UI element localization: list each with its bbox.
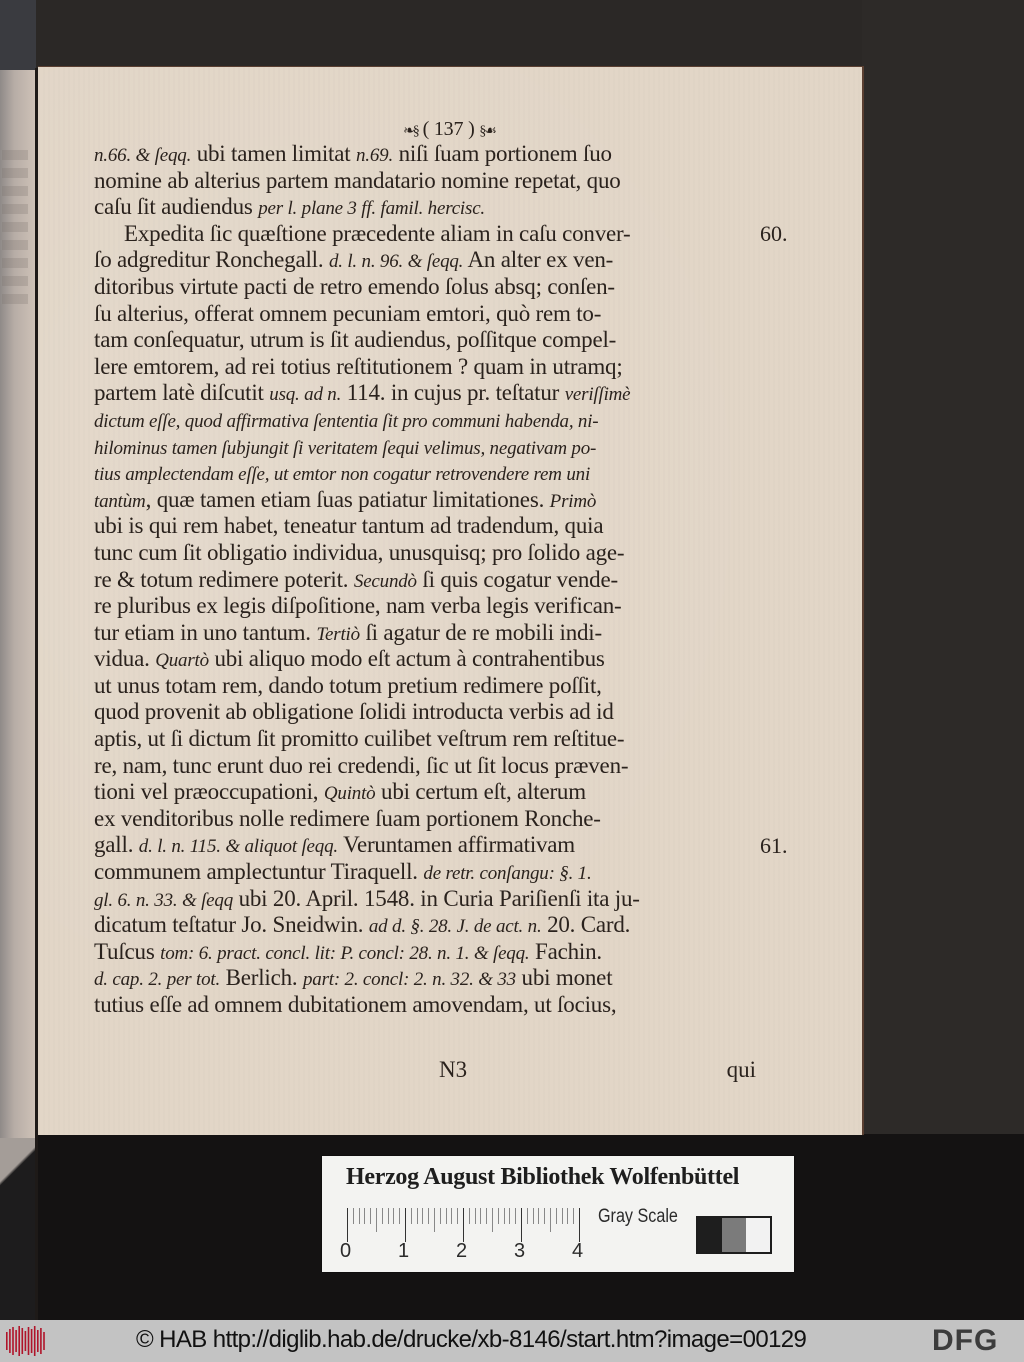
ruler-number: 2 — [456, 1240, 468, 1262]
ruler-tick — [544, 1208, 545, 1224]
text-line — [94, 620, 764, 647]
body-text — [94, 141, 764, 1019]
catchword: qui — [726, 1057, 756, 1082]
text-run: vidua. — [94, 646, 156, 672]
book-page — [38, 66, 864, 1135]
text-line — [94, 779, 764, 806]
ruler-tick — [509, 1208, 510, 1224]
text-run: Veruntamen affirmativam — [337, 832, 576, 858]
italic-citation: d. cap. 2. per tot. — [94, 969, 221, 991]
text-run: tam conſequatur, utrum is ſit audiendus, poſſitque compel- — [94, 327, 617, 353]
ruler-tick — [422, 1208, 423, 1224]
text-run: caſu ſit audiendus — [94, 194, 259, 220]
text-run: dicatum teſtatur Jo. Sneidwin. — [94, 912, 369, 938]
ruler-tick — [440, 1208, 441, 1224]
previous-page-top-shadow — [0, 0, 36, 70]
text-run: ubi is qui rem habet, teneatur tantum ad tradendum, quia — [94, 513, 604, 539]
text-run: re & totum redimere poterit. — [94, 566, 354, 592]
ruler-tick — [556, 1208, 557, 1224]
text-line — [94, 726, 764, 753]
margin-note-number: 60. — [760, 220, 788, 246]
text-line — [94, 141, 764, 168]
text-run: tur etiam in uno tantum. — [94, 619, 317, 645]
ruler-tick — [486, 1208, 487, 1224]
ruler-tick — [399, 1208, 400, 1224]
italic-citation: per l. plane 3 ff. famil. hercisc. — [258, 198, 485, 220]
ruler-tick — [446, 1208, 447, 1224]
text-run: Tuſcus — [94, 938, 161, 964]
italic-citation: Quartò — [155, 650, 209, 672]
text-line — [94, 912, 764, 939]
text-run: tunc cum ſit obligatio individua, unusquisq; pro ſolido age- — [94, 539, 625, 565]
institution-name: Herzog August Bibliothek Wolfenbüttel — [346, 1164, 740, 1190]
italic-citation: d. l. n. 96. & ſeqq. — [328, 251, 464, 273]
text-line — [94, 354, 764, 381]
previous-page-bottom-shadow — [0, 1138, 36, 1320]
text-run: niſi ſuam portionem ſuo — [393, 141, 612, 166]
italic-citation: dictum eſſe, quod affirmativa ſententia ſit pro communi habenda, ni- — [94, 410, 599, 432]
text-run: aptis, ut ſi dictum ſit promitto cuilibet veſtrum rem reſtitue- — [94, 726, 625, 752]
ruler-tick — [515, 1208, 516, 1224]
ruler-tick — [538, 1208, 539, 1224]
italic-citation: de retr. conſangu: §. 1. — [423, 863, 592, 885]
ruler-tick — [579, 1208, 580, 1242]
ruler-tick — [463, 1208, 464, 1242]
italic-citation: ad d. §. 28. J. de act. n. — [368, 916, 542, 938]
text-run: ditoribus virtute pacti de retro emendo ſolus absq; conſen- — [94, 273, 615, 299]
ruler-tick — [562, 1208, 563, 1224]
ruler-number: 4 — [572, 1240, 584, 1262]
ruler-tick — [417, 1208, 418, 1224]
ruler-tick — [480, 1208, 481, 1224]
italic-citation: n.69. — [356, 145, 394, 166]
gray-swatch — [746, 1218, 770, 1252]
text-line — [94, 434, 764, 461]
text-run: ubi 20. April. 1548. in Curia Pariſienſi ita ju- — [233, 885, 640, 911]
text-run: ubi certum eſt, alterum — [375, 779, 586, 805]
text-run: ſo adgreditur Ronchegall. — [94, 247, 329, 273]
ruler-number: 3 — [514, 1240, 526, 1262]
text-line — [94, 327, 764, 354]
text-line — [94, 513, 764, 540]
ruler-tick — [428, 1208, 429, 1224]
ornament-right-icon: §☙ — [479, 124, 495, 139]
ruler-tick — [382, 1208, 383, 1224]
ruler-tick — [527, 1208, 528, 1224]
text-line — [94, 593, 764, 620]
ruler-tick — [492, 1208, 493, 1232]
ruler-number: 1 — [398, 1240, 410, 1262]
text-run: tioni vel præoccupationi, — [94, 779, 324, 805]
text-line — [94, 646, 764, 673]
page-text-block — [94, 117, 764, 1019]
text-line — [94, 939, 764, 966]
ruler-tick — [451, 1208, 452, 1224]
italic-citation: Primò — [549, 490, 597, 512]
text-run: 20. Card. — [541, 912, 631, 938]
text-line — [94, 487, 764, 514]
text-run: ſu alterius, offerat omnem pecuniam emtori, quò rem to- — [94, 300, 602, 326]
ruler-tick — [370, 1208, 371, 1224]
text-run: re pluribus ex legis diſpoſitione, nam verba legis verifican- — [94, 593, 622, 619]
text-line — [94, 460, 764, 487]
text-run: nomine ab alterius partem mandatario nomine repetat, quo — [94, 167, 621, 193]
ruler-tick — [550, 1208, 551, 1232]
ruler-tick — [475, 1208, 476, 1224]
text-line — [94, 301, 764, 328]
ruler-tick — [533, 1208, 534, 1224]
italic-citation: veriſſimè — [564, 384, 631, 406]
text-run: communem amplectuntur Tiraquell. — [94, 859, 424, 885]
ruler-tick — [364, 1208, 365, 1224]
gray-swatch — [698, 1218, 722, 1252]
ruler-number: 0 — [340, 1240, 352, 1262]
color-calibration-card — [322, 1156, 794, 1272]
ruler-tick — [411, 1208, 412, 1224]
text-line — [94, 859, 764, 886]
text-line — [94, 806, 764, 833]
italic-citation: hilominus tamen ſubjungit ſi veritatem ſequi velimus, negativam po- — [94, 437, 597, 459]
gray-swatch — [722, 1218, 746, 1252]
italic-citation: n.66. & ſeqq. — [94, 145, 192, 166]
scale-ruler — [347, 1208, 583, 1244]
text-run: ex venditoribus nolle redimere ſuam portionem Ronche- — [94, 805, 601, 831]
ruler-tick — [498, 1208, 499, 1224]
text-line — [94, 274, 764, 301]
ruler-tick — [405, 1208, 406, 1242]
italic-citation: tius amplectendam eſſe, ut emtor non cogatur retrovendere rem uni — [94, 464, 591, 486]
text-run: lere emtorem, ad rei totius reſtitutionem ? quam in utramq; — [94, 353, 623, 379]
ruler-tick — [434, 1208, 435, 1232]
gray-scale-label: Gray Scale — [598, 1206, 678, 1227]
text-line — [94, 832, 764, 859]
ruler-tick — [457, 1208, 458, 1224]
italic-citation: d. l. n. 115. & aliquot ſeqq. — [138, 836, 338, 858]
text-line — [94, 753, 764, 780]
italic-citation: Quintò — [323, 783, 376, 805]
text-line — [94, 540, 764, 567]
text-line — [94, 992, 764, 1019]
text-line — [94, 699, 764, 726]
text-line — [94, 380, 764, 407]
text-line — [94, 221, 764, 248]
text-run: Berlich. — [220, 965, 303, 991]
hab-logo-icon — [4, 1326, 48, 1356]
text-line — [94, 886, 764, 913]
ruler-tick — [521, 1208, 522, 1242]
ruler-tick — [469, 1208, 470, 1224]
text-run: , quæ tamen etiam ſuas patiatur limitationes. — [145, 486, 550, 512]
text-run: ubi monet — [516, 965, 613, 991]
text-line — [94, 247, 764, 274]
ruler-tick — [504, 1208, 505, 1224]
copyright-permalink[interactable]: © HAB http://diglib.hab.de/drucke/xb-8146/start.htm?image=00129 — [136, 1326, 807, 1353]
italic-citation: tantùm — [94, 490, 146, 512]
previous-page-edge — [0, 0, 36, 1320]
text-run: partem latè diſcutit — [94, 380, 270, 406]
text-run: ſi agatur de re mobili indi- — [359, 619, 602, 645]
text-line — [94, 673, 764, 700]
text-line — [94, 168, 764, 195]
italic-citation: gl. 6. n. 33. & ſeqq — [94, 889, 234, 911]
italic-citation: Tertiò — [316, 623, 360, 645]
text-run: gall. — [94, 832, 139, 858]
ruler-tick — [573, 1208, 574, 1224]
italic-citation: Secundò — [353, 570, 417, 592]
text-run: An alter ex ven- — [463, 247, 614, 273]
text-line — [94, 194, 764, 221]
ruler-tick — [359, 1208, 360, 1224]
ruler-numbers — [340, 1240, 600, 1264]
margin-note-number: 61. — [760, 832, 788, 858]
text-run: Fachin. — [529, 938, 602, 964]
ruler-tick — [388, 1208, 389, 1224]
scan-backdrop-right — [862, 0, 1024, 1320]
italic-citation: usq. ad n. — [269, 384, 342, 406]
text-run: ubi aliquo modo eſt actum à contrahentibus — [208, 646, 605, 672]
italic-citation: tom: 6. pract. concl. lit: P. concl: 28. n. 1. & ſeqq. — [160, 942, 530, 964]
text-run: ubi tamen limitat — [191, 141, 356, 166]
text-run: 114. in cujus pr. teſtatur — [341, 380, 565, 406]
previous-page-bleed-text — [2, 150, 28, 310]
running-head — [134, 117, 764, 141]
dfg-logo: DFG — [932, 1324, 999, 1357]
page-number: ( 137 ) — [422, 118, 475, 140]
text-run: ut unus totam rem, dando totum pretium redimere poſſit, — [94, 672, 602, 698]
signature-mark: N3 — [439, 1057, 468, 1082]
ruler-tick — [353, 1208, 354, 1224]
gray-scale-swatches — [696, 1216, 772, 1254]
text-line — [94, 407, 764, 434]
italic-citation: part: 2. concl: 2. n. 32. & 33 — [302, 969, 516, 991]
viewer-footer — [0, 1320, 1024, 1362]
text-run: quod provenit ab obligatione ſolidi introducta verbis ad id — [94, 699, 614, 725]
text-run: re, nam, tunc erunt duo rei credendi, ſic ut ſit locus præven- — [94, 752, 629, 778]
text-line — [94, 567, 764, 594]
text-run: Expedita ſic quæſtione præcedente aliam in caſu conver- — [124, 220, 631, 246]
ornament-left-icon: ❧§ — [403, 124, 418, 139]
ruler-tick — [347, 1208, 348, 1242]
page-footer-marks — [94, 1057, 764, 1087]
ruler-tick — [376, 1208, 377, 1232]
ruler-tick — [567, 1208, 568, 1224]
text-line — [94, 965, 764, 992]
ruler-tick — [393, 1208, 394, 1224]
text-run: tutius eſſe ad omnem dubitationem amovendam, ut ſocius, — [94, 992, 617, 1017]
text-run: ſi quis cogatur vende- — [416, 566, 618, 592]
